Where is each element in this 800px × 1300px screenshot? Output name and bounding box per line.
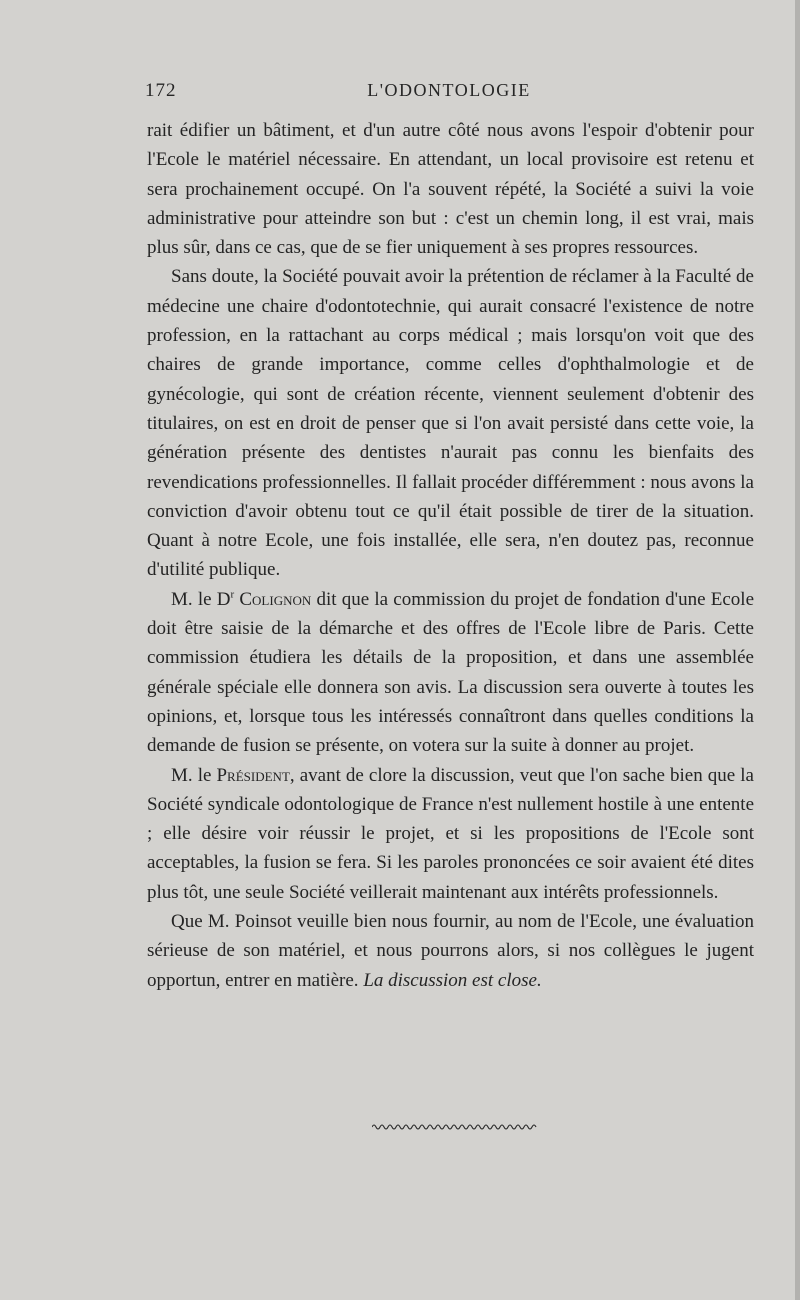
doctor-superscript: r: [230, 588, 235, 601]
page-number: 172: [145, 80, 177, 101]
page-header: [145, 80, 753, 108]
paragraph-3: [147, 585, 754, 761]
running-title: L'ODONTOLOGIE: [367, 80, 531, 100]
paragraph-4-text: , avant de clore la discussion, veut que l'on sache bien que la Société syndicale odontologique de France n'est nullement hostile à une entente ; elle désire voir réussir le projet, et si les propositions de l'Ecole sont acceptables, la fusion se fera. Si les paroles prononcées ce soir avaient été dites plus tôt, une seule Société veillerait maintenant aux intérêts professionnels.: [147, 764, 754, 903]
closing-italic: La discussion est close.: [363, 969, 542, 991]
paragraph-1: rait édifier un bâtiment, et d'un autre côté nous avons l'espoir d'obtenir pour l'Ecole le matériel nécessaire. En attendant, un local provisoire est retenu et sera prochainement occupé. On l'a souvent répété, la Société a suivi la voie administrative pour atteindre son but : c'est un chemin long, il est vrai, mais plus sûr, dans ce cas, que de se fier uniquement à ses propres ressources.: [147, 120, 754, 259]
paragraph-5: [147, 907, 754, 995]
paragraph-3-text: dit que la commission du projet de fondation d'une Ecole doit être saisie de la démarche et des offres de l'Ecole libre de Paris. Cette commission étudiera les détails de la proposition, et dans une assemblée générale spéciale elle donnera son avis. La discussion sera ouverte à toutes les opinions, et, lorsque tous les intéressés connaîtront dans quelles conditions la demande de fusion se présente, on votera sur la suite à donner au projet.: [147, 588, 754, 757]
wavy-line-ornament: [372, 1122, 538, 1132]
page-edge: [795, 0, 800, 1300]
paragraph-4: [147, 761, 754, 907]
speaker-prefix: M. le: [171, 764, 217, 786]
paragraph-2: Sans doute, la Société pouvait avoir la prétention de réclamer à la Faculté de médecine une chaire d'odontotechnie, qui aurait consacré l'existence de notre profession, en la rattachant au corps médical ; mais lorsqu'on voit que des chaires de grande importance, comme celles d'ophthalmologie et de gynécologie, qui sont de création récente, viennent seulement d'obtenir des titulaires, on est en droit de penser que si l'on avait persisté dans cette voie, la génération présente des dentistes n'aurait pas connu les bienfaits des revendications professionnelles. Il fallait procéder différemment : nous avons la conviction d'avoir obtenu tout ce qu'il était possible de tirer de la situation. Quant à notre Ecole, une fois installée, elle sera, n'en doutez pas, reconnue d'utilité publique.: [147, 266, 754, 581]
speaker-title: Président: [216, 764, 290, 786]
speaker-name: Colignon: [239, 588, 312, 610]
speaker-prefix: M. le D: [171, 588, 231, 610]
paragraph-5-text: Que M. Poinsot veuille bien nous fournir, au nom de l'Ecole, une évaluation sérieuse de son matériel, et nous pourrons alors, si nos collègues le jugent opportun, entrer en matière.: [147, 911, 754, 991]
body-text: [147, 116, 754, 995]
